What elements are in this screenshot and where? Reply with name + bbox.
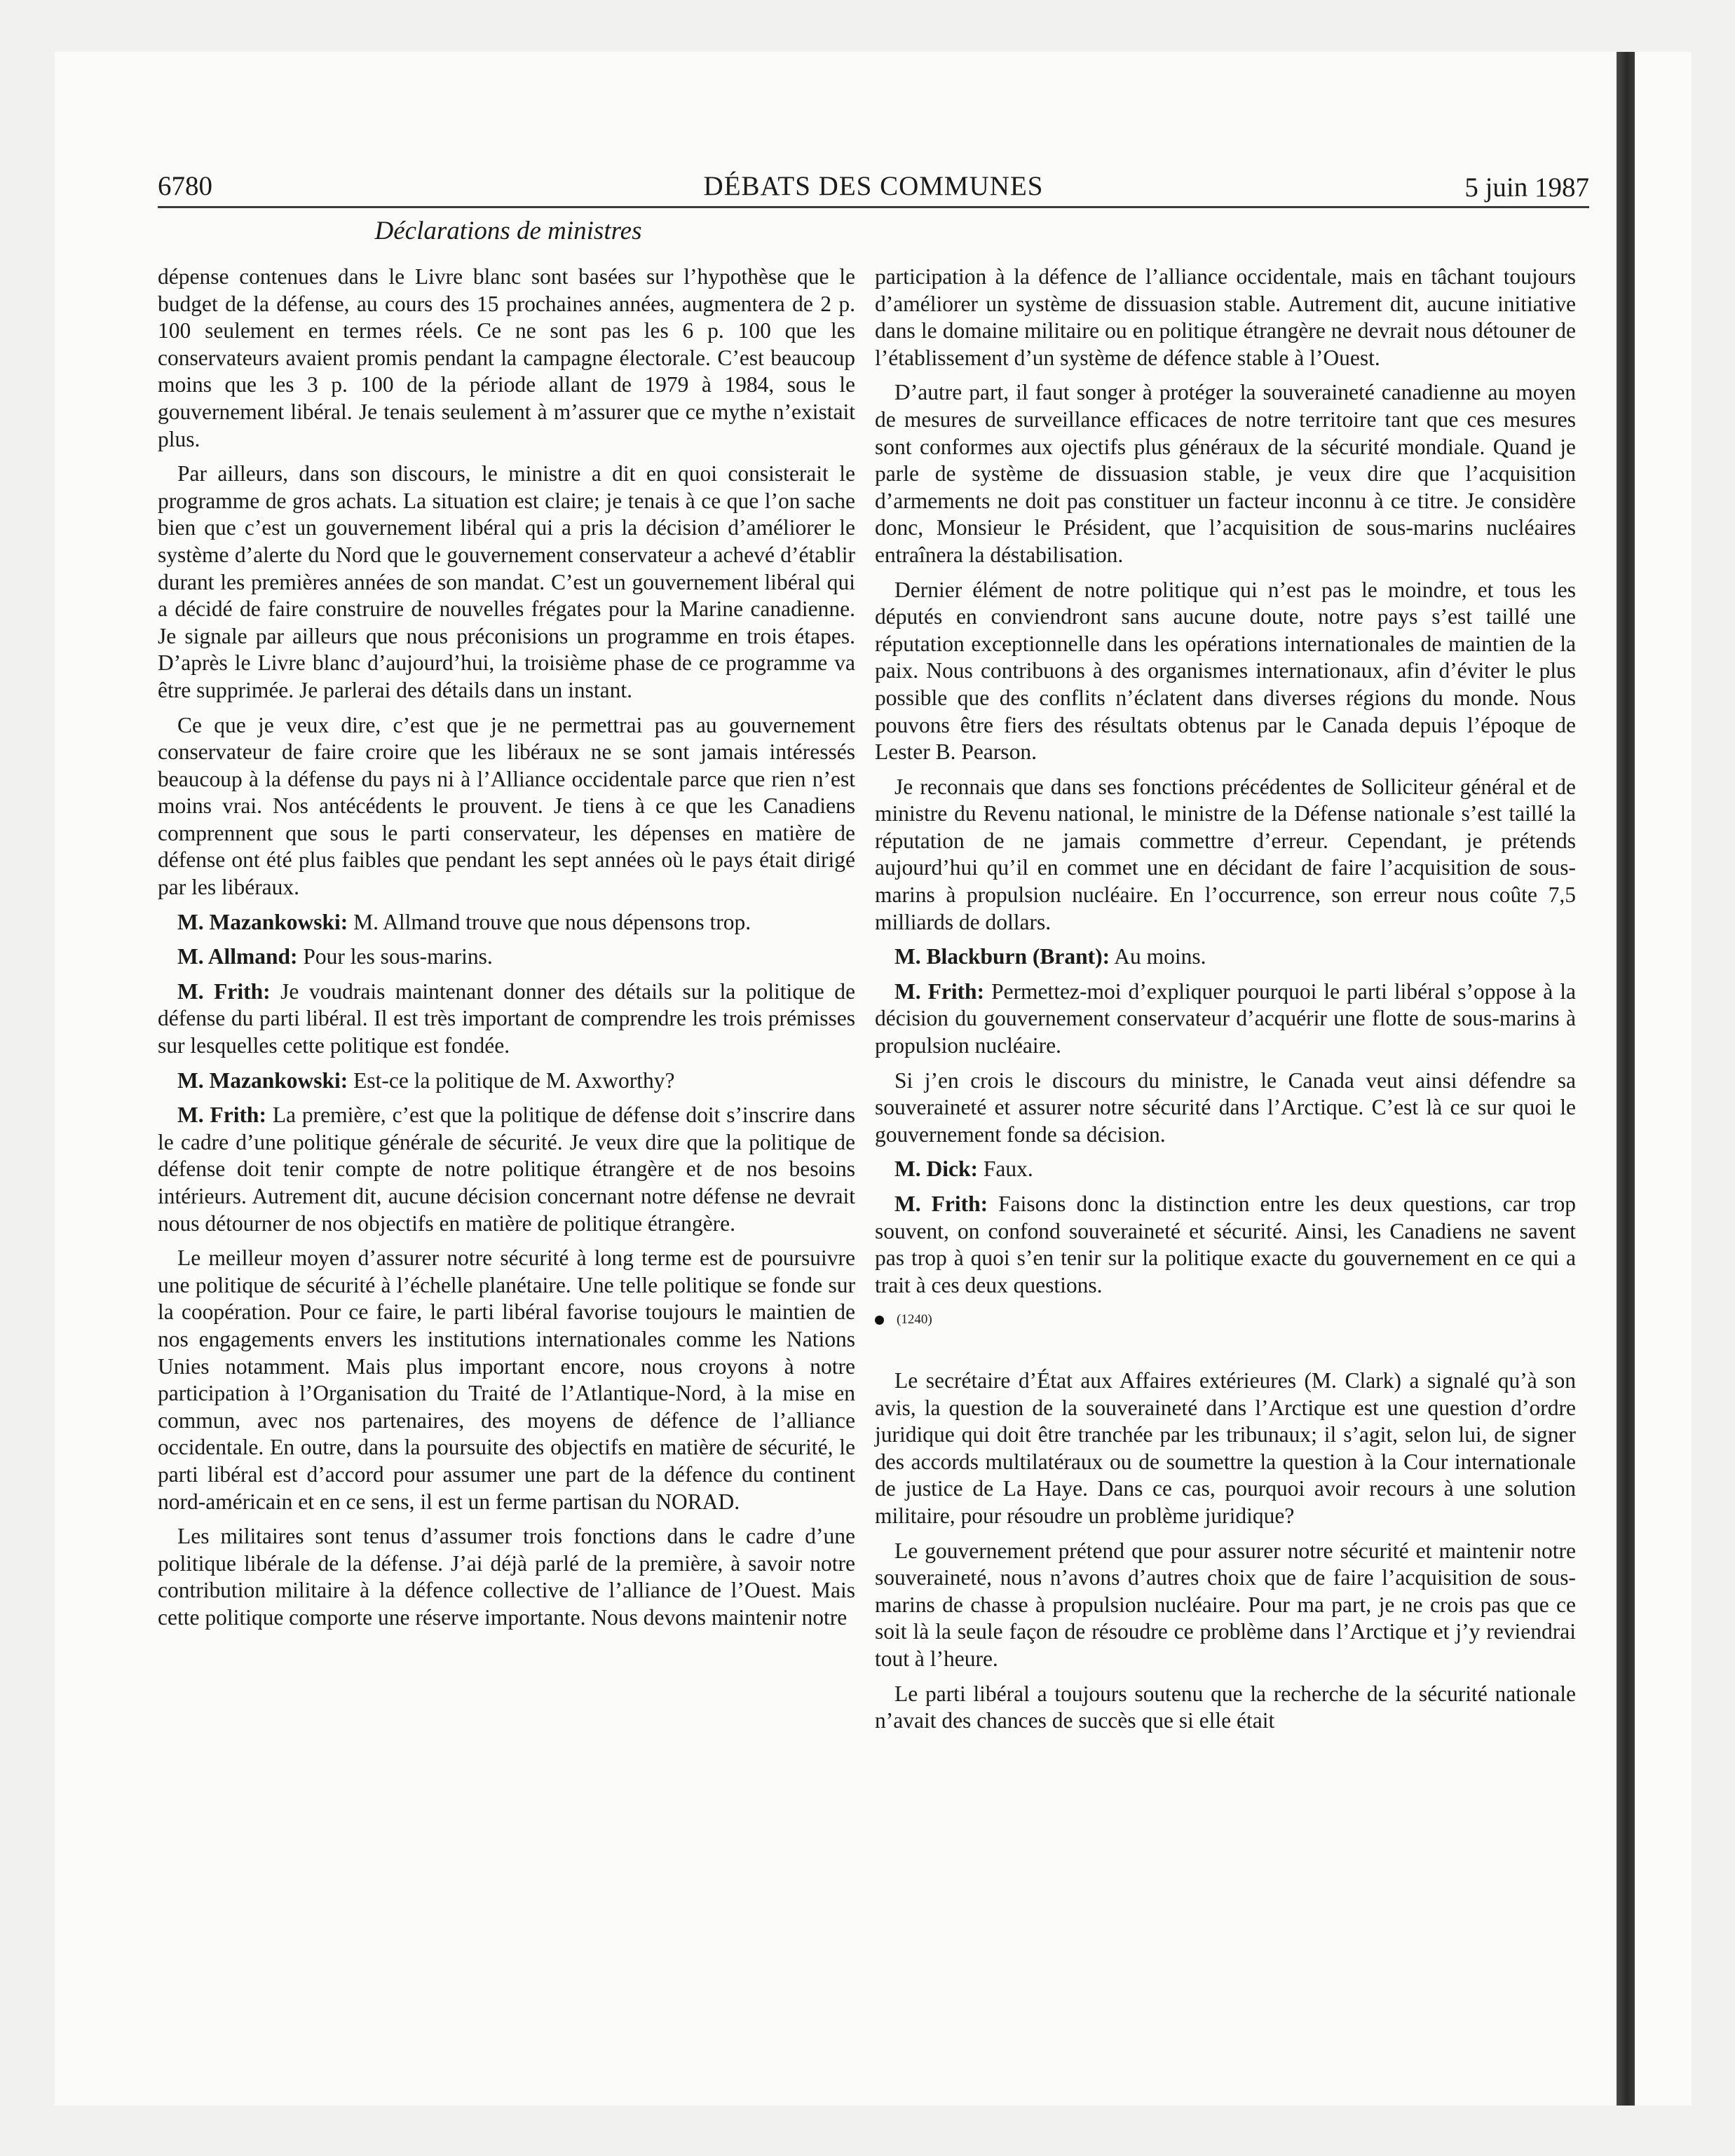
speaker-name: M. Mazankowski: — [177, 1067, 348, 1093]
speaker-name: M. Mazankowski: — [177, 909, 348, 934]
speech — [158, 978, 855, 1060]
page-header — [158, 167, 1589, 208]
speech — [158, 909, 855, 936]
publication-date: 5 juin 1987 — [1464, 172, 1589, 203]
speech — [875, 943, 1576, 971]
speech-text: Je voudrais maintenant donner des détails sur la politique de défense du parti libéral. Il est très important de comprendre les trois prémisses sur lesquelles cette politique est fondée. — [158, 978, 855, 1058]
bullet-icon — [875, 1316, 884, 1325]
speaker-name: M. Frith: — [894, 978, 985, 1004]
speech — [158, 1067, 855, 1095]
paragraph: Par ailleurs, dans son discours, le ministre a dit en quoi consisterait le programme de gros achats. La situation est claire; je tenais à ce que l’on sache bien que c’est un gouvernement libéral qui a pris la décision d’améliorer le système d’alerte du Nord que le gouvernement conservateur a achevé d’établir durant les premières années de son mandat. C’est un gouvernement libéral qui a décidé de faire construire de nouvelles frégates pour la Marine canadienne. Je signale par ailleurs que nous préconisions un programme en trois étapes. D’après le Livre blanc d’aujourd’hui, la troisième phase de ce programme va être supprimée. Je parlerai des détails dans un instant. — [158, 461, 855, 702]
paragraph: Si j’en crois le discours du ministre, le Canada veut ainsi défendre sa souveraineté et assurer notre sécurité dans l’Arctique. C’est là ce sur quoi le gouvernement fonde sa décision. — [875, 1067, 1576, 1147]
speech — [875, 1156, 1576, 1183]
speech-text: M. Allmand trouve que nous dépensons trop. — [348, 909, 751, 934]
speaker-name: M. Dick: — [894, 1157, 978, 1182]
speech — [875, 1191, 1576, 1299]
speaker-name: M. Frith: — [894, 1192, 988, 1216]
speech-text: La première, c’est que la politique de défense doit s’inscrire dans le cadre d’une politique générale de sécurité. Je veux dire que la politique de défense doit tenir compte de notre politique étrangère et de nos besoins intérieurs. Autrement dit, aucune décision concernant notre défense ne devrait nous détourner de nos objectifs en matière de politique étrangère. — [158, 1103, 855, 1236]
scan-edge-shadow — [1617, 52, 1635, 2106]
paragraph: Le meilleur moyen d’assurer notre sécurité à long terme est de poursuivre une politique de sécurité à l’échelle planétaire. Une telle politique se fonde sur la coopération. Pour ce faire, le parti libéral favorise toujours le maintien de nos engagements envers les institutions internationales comme les Nations Unies notamment. Mais plus important encore, nous croyons à notre participation à l’Organisation du Traité de l’Atlantique-Nord, à la mise en commun, avec nos partenaires, des moyens de défence de l’alliance occidentale. En outre, dans la poursuite des objectifs en matière de sécurité, le parti libéral est d’accord pour assumer une part de la défence du continent nord-américain et en ce sens, il est un ferme partisan du NORAD. — [158, 1246, 855, 1514]
paragraph: Le gouvernement prétend que pour assurer notre sécurité et maintenir notre souveraineté, nous n’avons d’autres choix que de faire l’acquisition de sous-marins de chasse à propulsion nucléaire. Pour ma part, je ne crois pas que ce soit là la seule façon de résoudre ce problème dans l’Arctique et j’y reviendrai tout à l’heure. — [875, 1538, 1576, 1671]
speaker-name: M. Frith: — [177, 978, 271, 1004]
speech-text: Faisons donc la distinction entre les deux questions, car trop souvent, on confond souveraineté et sécurité. Ainsi, les Canadiens ne savent pas trop à quoi s’en tenir sur la politique exacte du gouvernement en ce qui a trait à ces deux questions. — [875, 1192, 1576, 1297]
section-title: Déclarations de ministres — [374, 217, 642, 245]
paragraph: Les militaires sont tenus d’assumer trois fonctions dans le cadre d’une politique libérale de la défense. J’ai déjà parlé de la première, à savoir notre contribution militaire à la défence collective de l’alliance de l’Ouest. Mais cette politique comporte une réserve importante. Nous devons maintenir notre — [158, 1524, 855, 1630]
paragraph: D’autre part, il faut songer à protéger la souveraineté canadienne au moyen de mesures de surveillance efficaces de notre territoire tant que ces mesures sont conformes aux ojectifs plus généraux de la sécurité mondiale. Quand je parle de système de dissuasion stable, je veux dire que l’acquisition d’armements ne doit pas constituer un facteur inconnu à ce titre. Je considère donc, Monsieur le Président, que l’acquisition de sous-marins nucléaires entraînera la déstabilisation. — [875, 380, 1576, 567]
speech — [158, 943, 855, 971]
paragraph: Le parti libéral a toujours soutenu que la recherche de la sécurité nationale n’avait des chances de succès que si elle était — [875, 1681, 1576, 1733]
speech-text: Permettez-moi d’expliquer pourquoi le parti libéral s’oppose à la décision du gouvernement conservateur d’acquérir une flotte de sous-marins à propulsion nucléaire. — [875, 978, 1576, 1058]
publication-title: DÉBATS DES COMMUNES — [703, 171, 1044, 201]
time-marker — [875, 1306, 1576, 1334]
speech-text: Est-ce la politique de M. Axworthy? — [348, 1067, 675, 1093]
speech — [158, 1102, 855, 1237]
speech-text: Pour les sous-marins. — [297, 944, 493, 969]
right-column — [875, 264, 1576, 1742]
paragraph: Je reconnais que dans ses fonctions précédentes de Solliciteur général et de ministre du Revenu national, le ministre de la Défense nationale s’est taillé la réputation de ne jamais commettre d’erreur. Cependant, je prétends aujourd’hui qu’il en commet une en décidant de faire l’acquisition de sous-marins à propulsion nucléaire. En l’occurrence, son erreur nous coûte 7,5 milliards de dollars. — [875, 774, 1576, 934]
speech — [875, 978, 1576, 1060]
speech-text: Au moins. — [1110, 944, 1206, 969]
paragraph: Ce que je veux dire, c’est que je ne permettrai pas au gouvernement conservateur de faire croire que les libéraux ne se sont jamais intéressés beaucoup à la défense du pays ni à l’Alliance occidentale parce que rien n’est moins vrai. Nos antécédents le prouvent. Je tiens à ce que les Canadiens comprennent que sous le parti conservateur, les dépenses en matière de défense ont été plus faibles que pendant les sept années où le pays était dirigé par les libéraux. — [158, 712, 855, 900]
speaker-name: M. Blackburn (Brant): — [894, 944, 1110, 969]
paragraph: Le secrétaire d’État aux Affaires extérieures (M. Clark) a signalé qu’à son avis, la question de la souveraineté dans l’Arctique est une question d’ordre juridique qui doit être tranchée par les tribunaux; il s’agit, selon lui, de signer des accords multilatéraux ou de soumettre la question à la Cour internationale de justice de La Haye. Dans ce cas, pourquoi avoir recours à une solution militaire, pour résoudre un problème juridique? — [875, 1367, 1576, 1528]
paragraph: participation à la défence de l’alliance occidentale, mais en tâchant toujours d’améliorer un système de dissuasion stable. Autrement dit, aucune initiative dans le domaine militaire ou en politique étrangère ne devrait nous détouner de l’établissement d’un système de défence stable à l’Ouest. — [875, 264, 1576, 370]
page-number: 6780 — [158, 171, 212, 201]
speech-text: Faux. — [977, 1157, 1033, 1182]
speaker-name: M. Frith: — [177, 1103, 266, 1128]
paragraph: dépense contenues dans le Livre blanc sont basées sur l’hypothèse que le budget de la défense, au cours des 15 prochaines années, augmentera de 2 p. 100 seulement en termes réels. Ce ne sont pas les 6 p. 100 que les conservateurs avaient promis pendant la campagne électorale. C’est beaucoup moins que les 3 p. 100 de la période allant de 1979 à 1984, sous le gouvernement libéral. Je tenais seulement à m’assurer que ce mythe n’existait plus. — [158, 264, 855, 451]
speaker-name: M. Allmand: — [177, 944, 298, 969]
paragraph: Dernier élément de notre politique qui n’est pas le moindre, et tous les députés en conviendront sans aucune doute, notre pays s’est taillé une réputation exceptionnelle dans les opérations internationales de maintien de la paix. Nous contribuons à des organismes internationaux, afin d’éviter le plus possible que des conflits n’éclatent dans diverses régions du monde. Nous pouvons être fiers des résultats obtenus par le Canada depuis l’époque de Lester B. Pearson. — [875, 577, 1576, 765]
time-marker-label: (1240) — [897, 1312, 932, 1328]
left-column — [158, 264, 855, 1639]
